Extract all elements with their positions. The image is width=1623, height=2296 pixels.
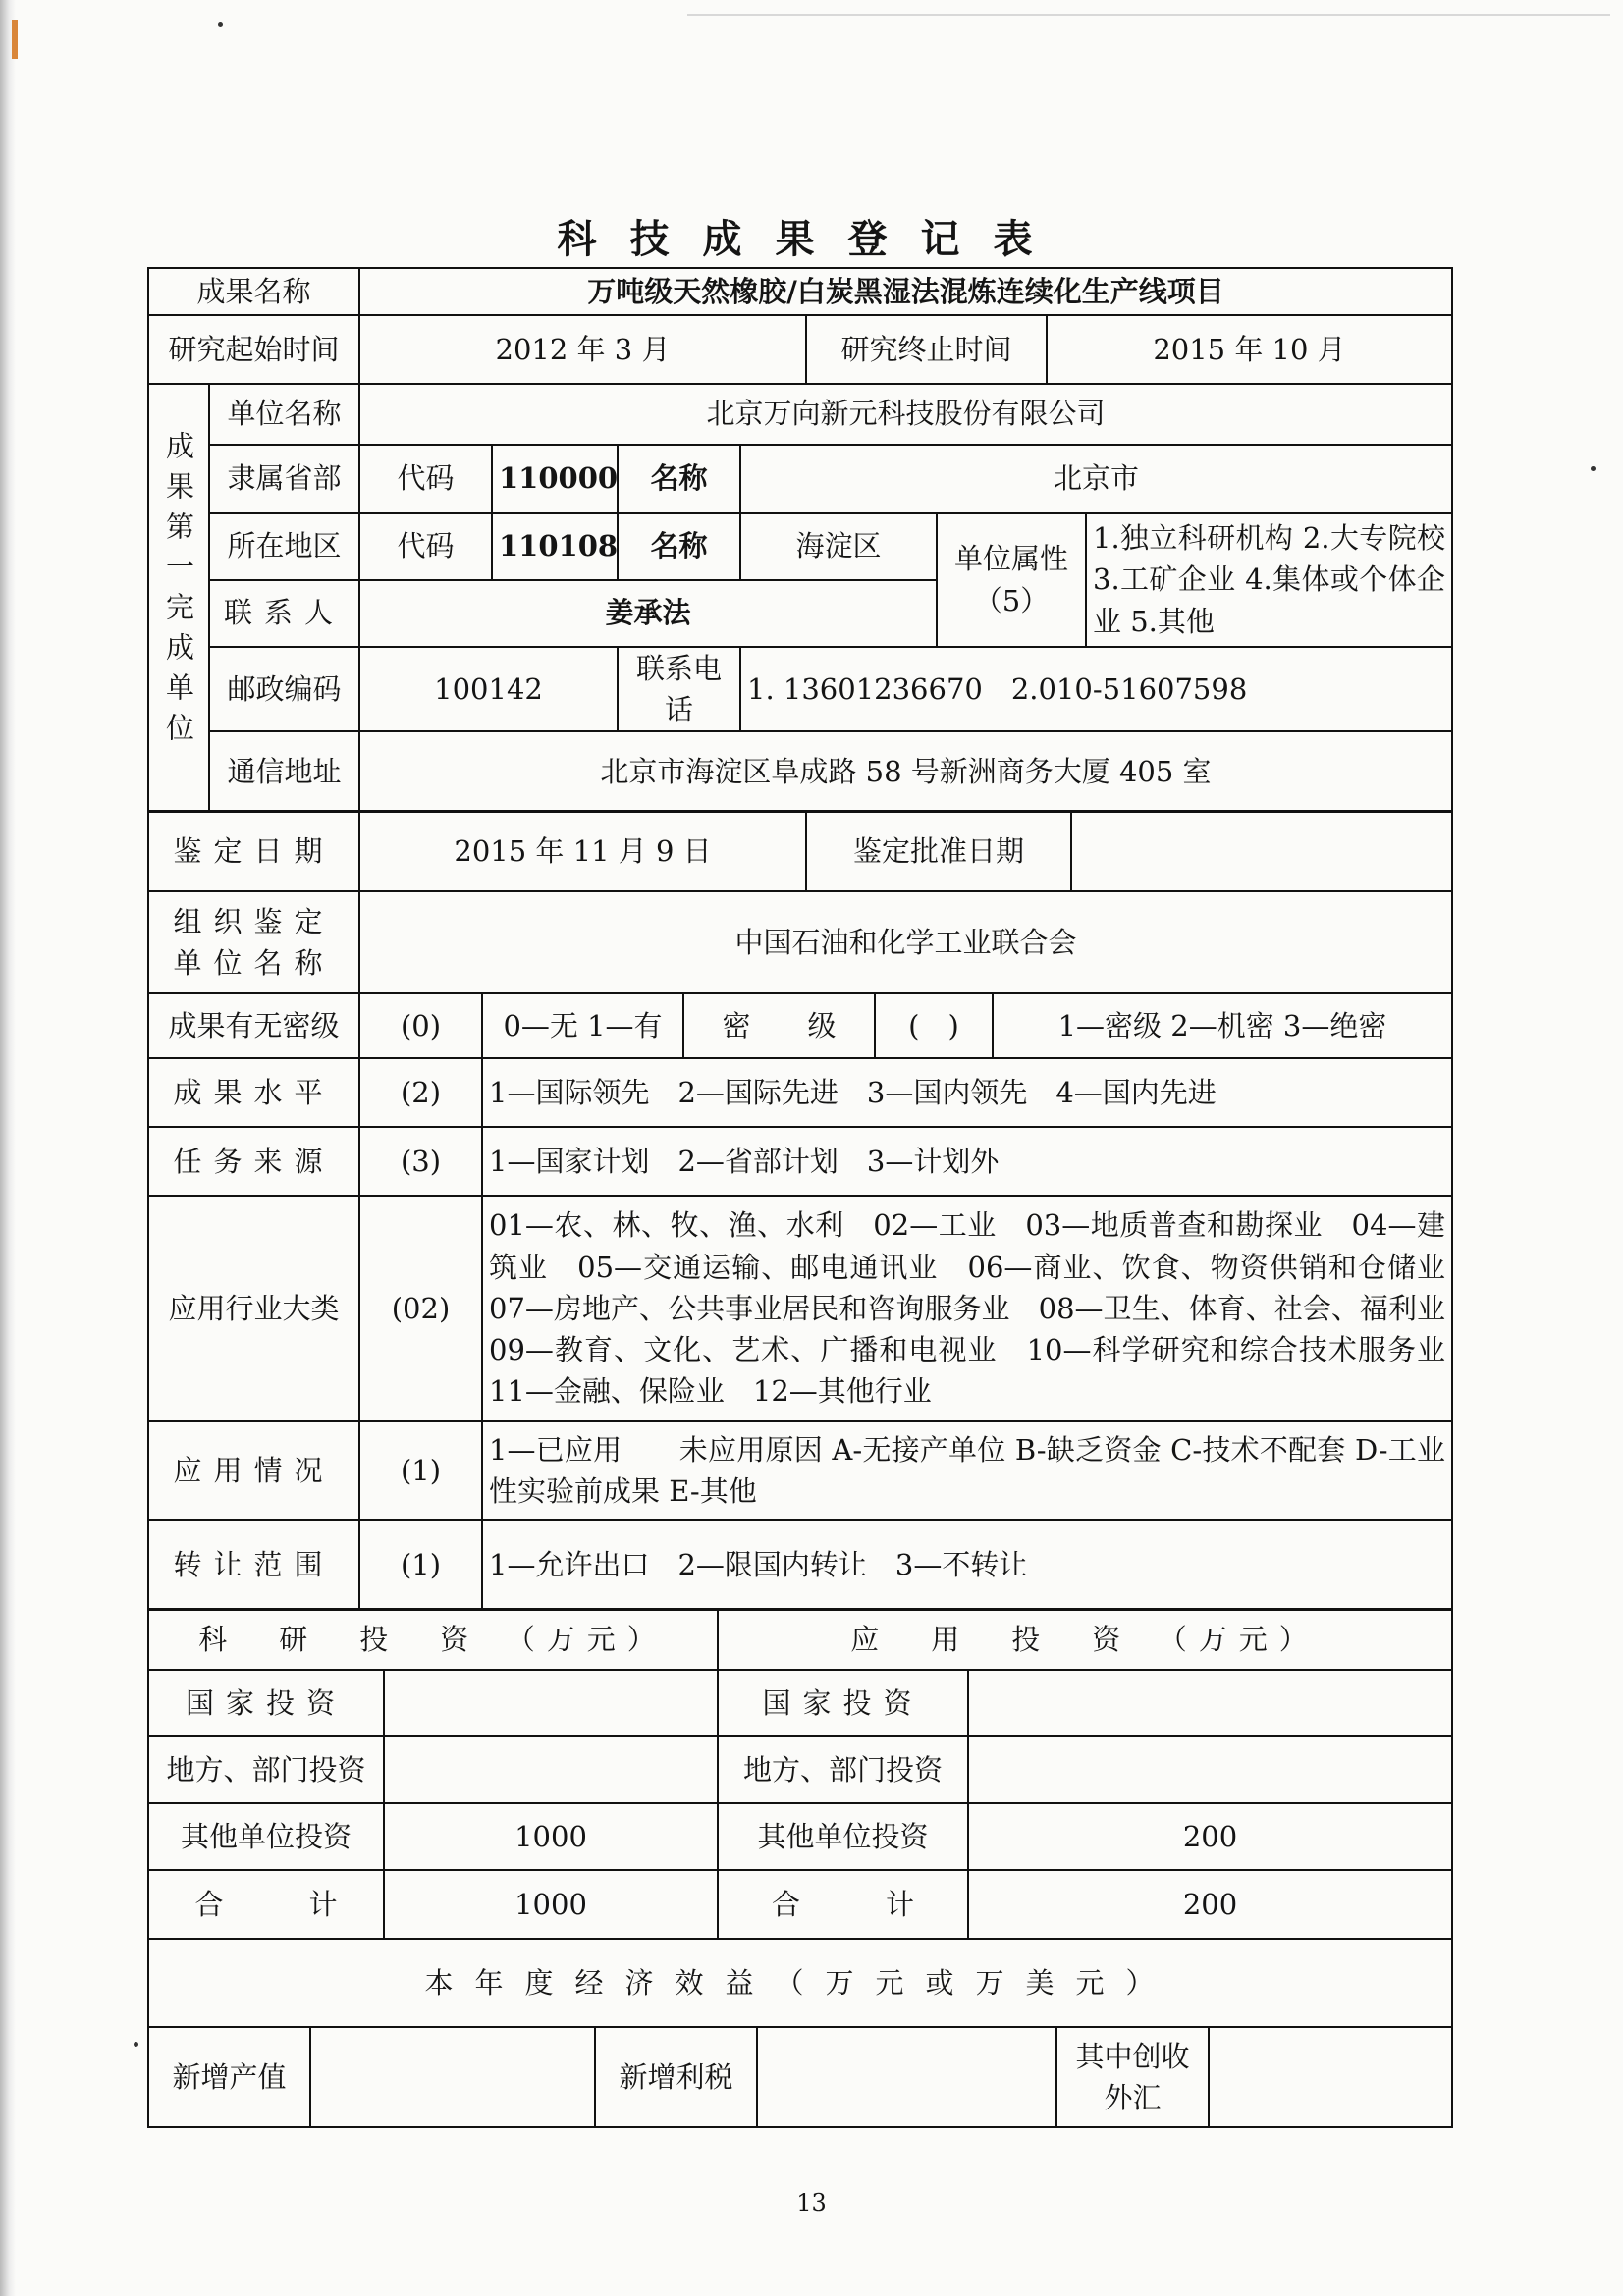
investment-row [148,1803,1452,1870]
approval-date-value [1071,811,1452,891]
registration-form [147,267,1475,2128]
research-investment-header: 科 研 投 资 （万元） [148,1609,718,1670]
phone-label: 联系电话 [618,647,740,731]
org-label: 组织鉴定单位名称 [148,891,359,993]
scan-top-rule [687,14,1610,16]
secret-options: 0—无 1—有 [482,993,683,1058]
local-research-value [384,1736,718,1803]
forex-label: 其中创收外汇 [1056,2027,1209,2127]
investment-row [148,1736,1452,1803]
region-label: 所在地区 [209,513,359,580]
level-label: 密 级 [683,993,875,1058]
approval-date-label: 鉴定批准日期 [806,811,1071,891]
region-name-label: 名称 [618,513,740,580]
scan-edge-mark [12,20,18,59]
transfer-code: (1) [359,1520,482,1610]
application-code: (1) [359,1421,482,1520]
source-options: 1—国家计划 2—省部计划 3—计划外 [482,1127,1452,1196]
industry-label: 应用行业大类 [148,1196,359,1421]
forex-value [1209,2027,1452,2127]
national-investment-label: 国家投资 [148,1670,384,1736]
other-research-value: 1000 [384,1803,718,1870]
contact-label: 联系人 [209,580,359,647]
start-time-value: 2012 年 3 月 [359,315,806,384]
page-number: 13 [796,2189,827,2216]
address-label: 通信地址 [209,731,359,812]
address-value: 北京市海淀区阜成路 58 号新洲商务大厦 405 室 [359,731,1452,812]
local-investment-label: 地方、部门投资 [148,1736,384,1803]
total-application-value: 200 [968,1870,1452,1939]
other-application-label: 其他单位投资 [718,1803,968,1870]
classification-table [147,992,1475,1611]
transfer-label: 转让范围 [148,1520,359,1610]
region-name-value: 海淀区 [740,513,937,580]
quality-label: 成果水平 [148,1058,359,1127]
scan-speck [134,2042,138,2047]
local-application-label: 地方、部门投资 [718,1736,968,1803]
phone-value: 1. 13601236670 2.010-51607598 [740,647,1452,731]
application-label: 应用情况 [148,1421,359,1520]
application-options: 1—已应用 未应用原因 A-无接产单位 B-缺乏资金 C-技术不配套 D-工业性实验前成果 E-其他 [482,1421,1452,1520]
unit-attr-options: 1.独立科研机构 2.大专院校 3.工矿企业 4.集体或个体企业 5.其他 [1086,513,1452,647]
unit-table [147,383,1453,813]
total-research-value: 1000 [384,1870,718,1939]
unit-attr-label: 单位属性（5） [937,513,1086,647]
org-value: 中国石油和化学工业联合会 [359,891,1452,993]
total-investment-label: 合 计 [148,1870,384,1939]
benefit-header: 本年度经济效益（万元或万美元） [148,1939,1452,2027]
postcode-value: 100142 [359,647,618,731]
unit-name-label: 单位名称 [209,384,359,445]
investment-table [147,1608,1453,1940]
investment-row [148,1670,1452,1736]
unit-group-label-text: 成果第一完成单位 [162,431,196,754]
achievement-name-value: 万吨级天然橡胶/白炭黑湿法混炼连续化生产线项目 [359,268,1452,315]
appraisal-date-value: 2015 年 11 月 9 日 [359,811,806,891]
other-application-value: 200 [968,1803,1452,1870]
industry-code: (02) [359,1196,482,1421]
total-application-label: 合 计 [718,1870,968,1939]
province-name-value: 北京市 [740,445,1452,513]
quality-options: 1—国际领先 2—国际先进 3—国内领先 4—国内先进 [482,1058,1452,1127]
scan-speck [1591,466,1596,471]
benefit-table [147,1938,1453,2128]
region-code-label: 代码 [359,513,492,580]
quality-code: (2) [359,1058,482,1127]
achievement-name-label: 成果名称 [148,268,359,315]
unit-name-value: 北京万向新元科技股份有限公司 [359,384,1452,445]
level-options: 1—密级 2—机密 3—绝密 [993,993,1452,1058]
page-title: 科技成果登记表 [557,216,1066,262]
end-time-value: 2015 年 10 月 [1047,315,1452,384]
transfer-options: 1—允许出口 2—限国内转让 3—不转让 [482,1520,1452,1610]
appraisal-table [147,810,1453,994]
new-tax-value [757,2027,1056,2127]
national-application-label: 国家投资 [718,1670,968,1736]
national-application-value [968,1670,1452,1736]
province-code-value: 110000 [492,445,618,513]
other-investment-label: 其他单位投资 [148,1803,384,1870]
achievement-table [147,267,1453,385]
postcode-label: 邮政编码 [209,647,359,731]
source-code: (3) [359,1127,482,1196]
level-code: ( ) [875,993,993,1058]
contact-value: 姜承法 [359,580,937,647]
national-research-value [384,1670,718,1736]
appraisal-date-label: 鉴定日期 [148,811,359,891]
region-code-value: 110108 [492,513,618,580]
source-label: 任务来源 [148,1127,359,1196]
province-label: 隶属省部 [209,445,359,513]
province-name-label: 名称 [618,445,740,513]
investment-row [148,1870,1452,1939]
new-output-label: 新增产值 [148,2027,310,2127]
local-application-value [968,1736,1452,1803]
unit-group-label [148,384,209,812]
secret-code: (0) [359,993,482,1058]
secret-label: 成果有无密级 [148,993,359,1058]
industry-options: 01—农、林、牧、渔、水利 02—工业 03—地质普查和勘探业 04—建筑业 05—交通运输、邮电通讯业 06—商业、饮食、物资供销和仓储业 07—房地产、公共事业居民和咨询服务业 08—卫生、体育、社会、福利业 09—教育、文化、艺术、广播和电视业 10—科学研究和综合技术服务业 11—金融、保险业 12—其他行业 [482,1196,1452,1421]
end-time-label: 研究终止时间 [806,315,1047,384]
scan-edge-shadow [0,0,16,2296]
application-investment-header: 应 用 投 资 （万元） [718,1609,1452,1670]
new-tax-label: 新增利税 [595,2027,757,2127]
start-time-label: 研究起始时间 [148,315,359,384]
province-code-label: 代码 [359,445,492,513]
scan-speck [218,22,223,27]
new-output-value [310,2027,595,2127]
